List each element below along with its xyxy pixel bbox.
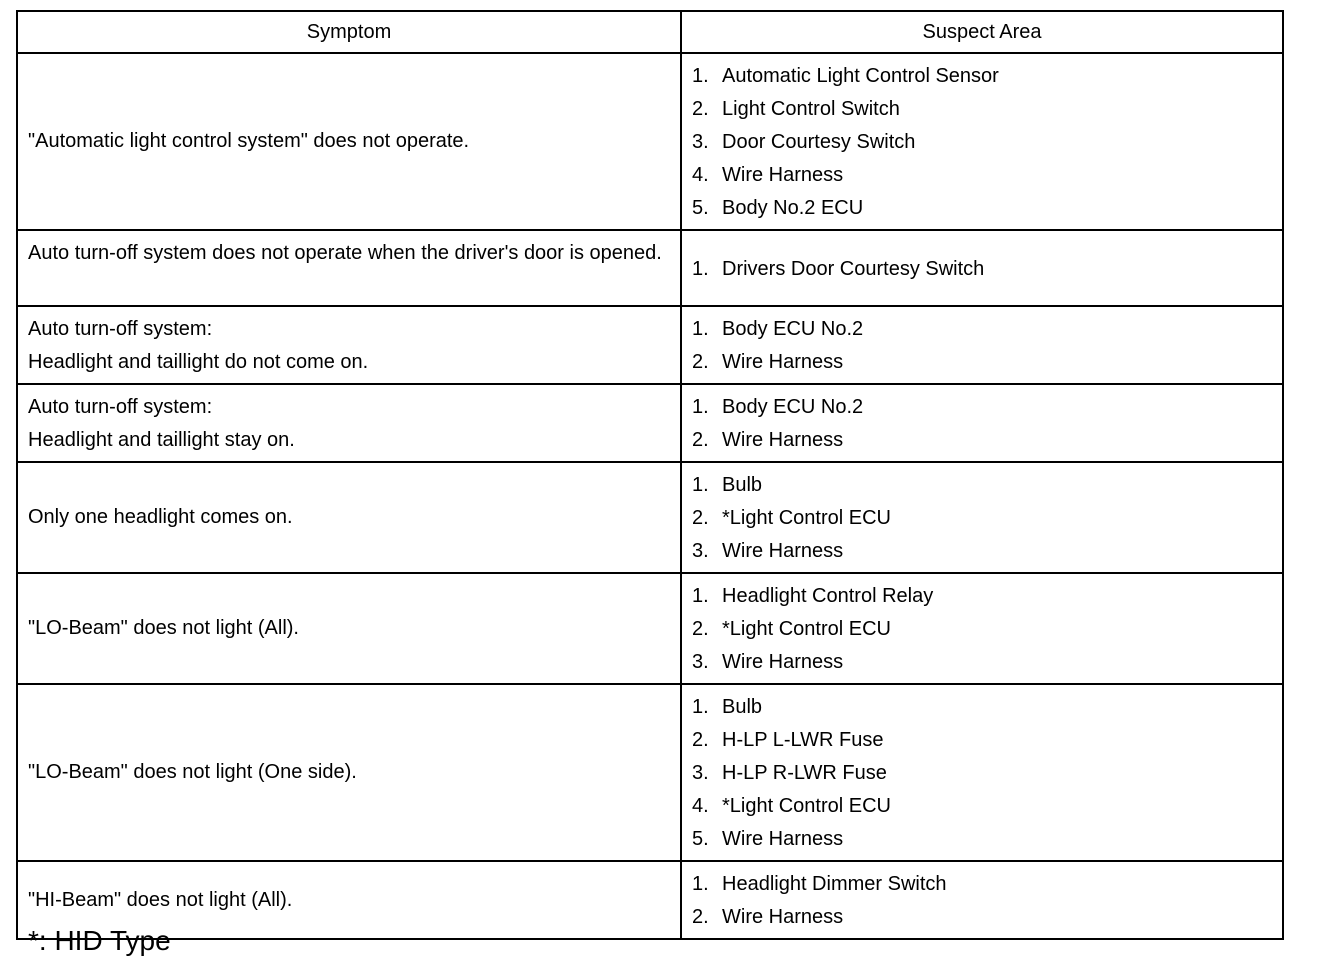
suspect-list [692,580,1272,679]
list-item: 1. Bulb [692,696,763,718]
list-item: 1. Automatic Light Control Sensor [692,65,999,87]
table-row [17,306,1283,384]
list-item: 4. Wire Harness [692,164,844,186]
table-row [17,462,1283,573]
table-row [17,861,1283,939]
suspect-list [692,868,1272,934]
table-row [17,684,1283,861]
list-item: 2. *Light Control ECU [692,507,891,529]
symptom-cell: "Automatic light control system" does not operate. [17,53,681,230]
header-suspect-area: Suspect Area [681,11,1283,53]
table-row [17,230,1283,306]
list-item: 5. Body No.2 ECU [692,197,864,219]
symptom-cell: "LO-Beam" does not light (One side). [17,684,681,861]
symptom-cell [17,384,681,462]
list-item: 2. Wire Harness [692,351,844,373]
list-item: 3. H-LP R-LWR Fuse [692,762,887,784]
list-item: 3. Wire Harness [692,651,844,673]
symptom-line: Headlight and taillight stay on. [28,429,295,451]
suspect-cell [681,573,1283,684]
list-item: 2. *Light Control ECU [692,618,891,640]
symptom-cell: Auto turn-off system does not operate when the driver's door is opened. [17,230,681,306]
symptom-line: Auto turn-off system: [28,318,213,340]
table-row [17,384,1283,462]
list-item: 4. *Light Control ECU [692,795,891,817]
suspect-cell [681,230,1283,306]
hid-type-footnote: *: HID Type [28,925,171,956]
suspect-list [692,691,1272,856]
symptom-line: Headlight and taillight do not come on. [28,351,369,373]
suspect-cell [681,861,1283,939]
header-symptom: Symptom [17,11,681,53]
list-item: 2. Wire Harness [692,906,844,928]
list-item: 3. Wire Harness [692,540,844,562]
list-item: 1. Body ECU No.2 [692,396,864,418]
list-item: 2. Wire Harness [692,429,844,451]
suspect-cell [681,53,1283,230]
list-item: 1. Drivers Door Courtesy Switch [692,257,985,280]
symptom-cell: "LO-Beam" does not light (All). [17,573,681,684]
header-row [17,11,1283,53]
suspect-list [692,391,1272,457]
suspect-list [692,253,1272,286]
symptom-cell: "HI-Beam" does not light (All). [17,861,681,939]
table-row [17,53,1283,230]
symptom-line: Auto turn-off system: [28,396,213,418]
suspect-cell [681,684,1283,861]
suspect-cell [681,462,1283,573]
symptom-cell [17,306,681,384]
list-item: 1. Headlight Control Relay [692,585,934,607]
table-row [17,573,1283,684]
trouble-table-sheet [16,10,1282,940]
list-item: 2. H-LP L-LWR Fuse [692,729,884,751]
list-item: 1. Headlight Dimmer Switch [692,873,947,895]
suspect-cell [681,306,1283,384]
suspect-list [692,313,1272,379]
list-item: 1. Bulb [692,474,763,496]
list-item: 5. Wire Harness [692,828,844,850]
problem-symptoms-table [16,10,1284,940]
list-item: 3. Door Courtesy Switch [692,131,916,153]
suspect-list [692,469,1272,568]
suspect-cell [681,384,1283,462]
list-item: 2. Light Control Switch [692,98,900,120]
symptom-cell: Only one headlight comes on. [17,462,681,573]
suspect-list [692,60,1272,225]
list-item: 1. Body ECU No.2 [692,318,864,340]
